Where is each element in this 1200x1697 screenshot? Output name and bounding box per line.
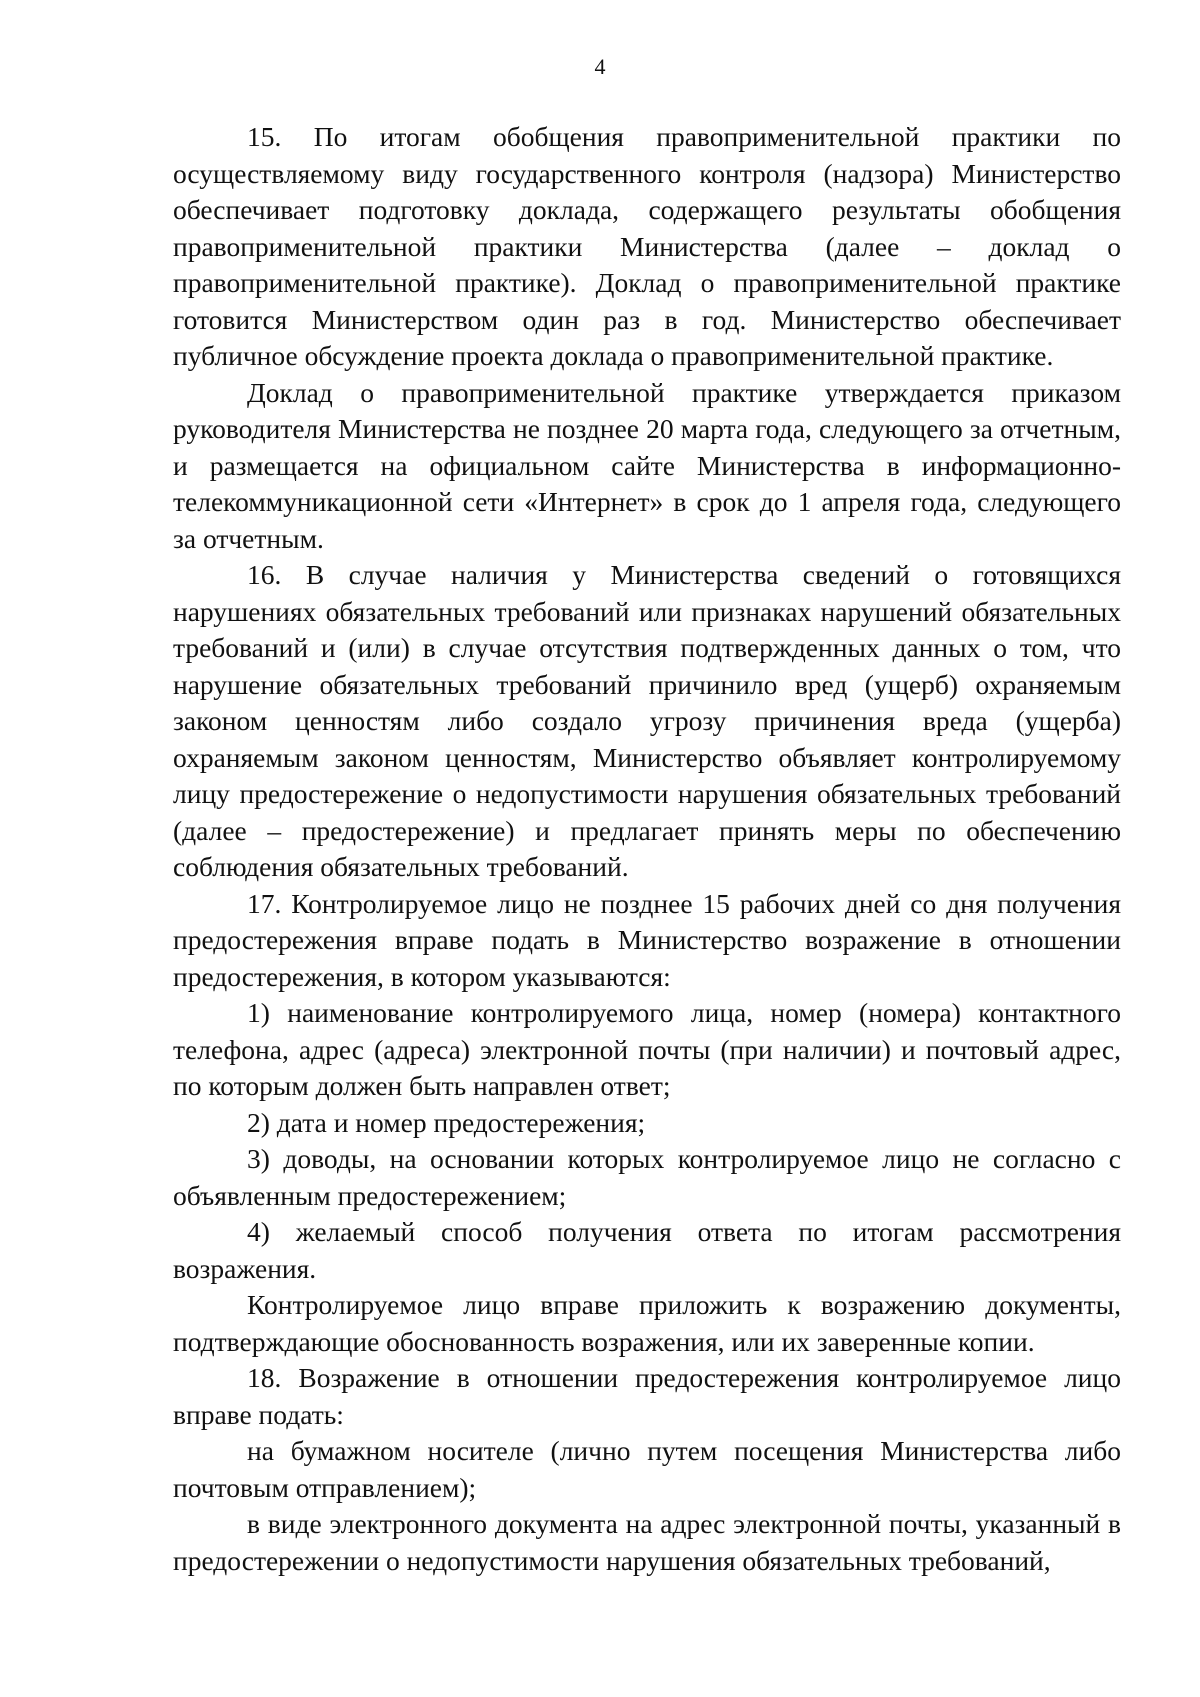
paragraph-16: 16. В случае наличия у Министерства сведений о готовящихся нарушениях обязательных требований или признаках нарушений обязательных требований и (или) в случае отсутствия подтвержденных данных о том, что нарушение обязательных требований причинило вред (ущерб) охраняемым законом ценностям либо создало угрозу причинения вреда (ущерба) охраняемым законом ценностям, Министерство объявляет контролируемому лицу предостережение о недопустимости нарушения обязательных требований (далее – предостережение) и предлагает принять меры по обеспечению соблюдения обязательных требований. [173,559,1121,882]
paragraph-17: 17. Контролируемое лицо не позднее 15 рабочих дней со дня получения предостережения вправе подать в Министерство возражение в отношении предостережения, в котором указываются: [173,887,1121,992]
paragraph-15: 15. По итогам обобщения правоприменительной практики по осуществляемому виду государственного контроля (надзора) Министерство обеспечивает подготовку доклада, содержащего результаты обобщения правоприменительной практики Министерства (далее – доклад о правоприменительной практике). Доклад о правоприменительной практике готовится Министерством один раз в год. Министерство обеспечивает публичное обсуждение проекта доклада о правоприменительной практике. [173,121,1121,371]
paragraph-attachments: Контролируемое лицо вправе приложить к возражению документы, подтверждающие обоснованность возражения, или их заверенные копии. [173,1289,1121,1357]
list-item-1: 1) наименование контролируемого лица, номер (номера) контактного телефона, адрес (адреса) электронной почты (при наличии) и почтовый адрес, по которым должен быть направлен ответ; [173,997,1121,1101]
submission-method-paper: на бумажном носителе (лично путем посещения Министерства либо почтовым отправлением); [173,1435,1121,1503]
submission-method-electronic: в виде электронного документа на адрес электронной почты, указанный в предостережении о недопустимости нарушения обязательных требований, [173,1508,1121,1576]
list-item-4: 4) желаемый способ получения ответа по итогам рассмотрения возражения. [173,1216,1121,1284]
document-body [173,119,1121,1579]
page-number: 4 [594,54,606,79]
paragraph-18: 18. Возражение в отношении предостережения контролируемое лицо вправе подать: [173,1362,1121,1430]
list-item-3: 3) доводы, на основании которых контролируемое лицо не согласно с объявленным предостережением; [173,1143,1121,1211]
paragraph-report-approval: Доклад о правоприменительной практике утверждается приказом руководителя Министерства не позднее 20 марта года, следующего за отчетным, и размещается на официальном сайте Министерства в информационно-телекоммуникационной сети «Интернет» в срок до 1 апреля года, следующего за отчетным. [173,376,1121,554]
list-item-2: 2) дата и номер предостережения; [247,1106,646,1138]
